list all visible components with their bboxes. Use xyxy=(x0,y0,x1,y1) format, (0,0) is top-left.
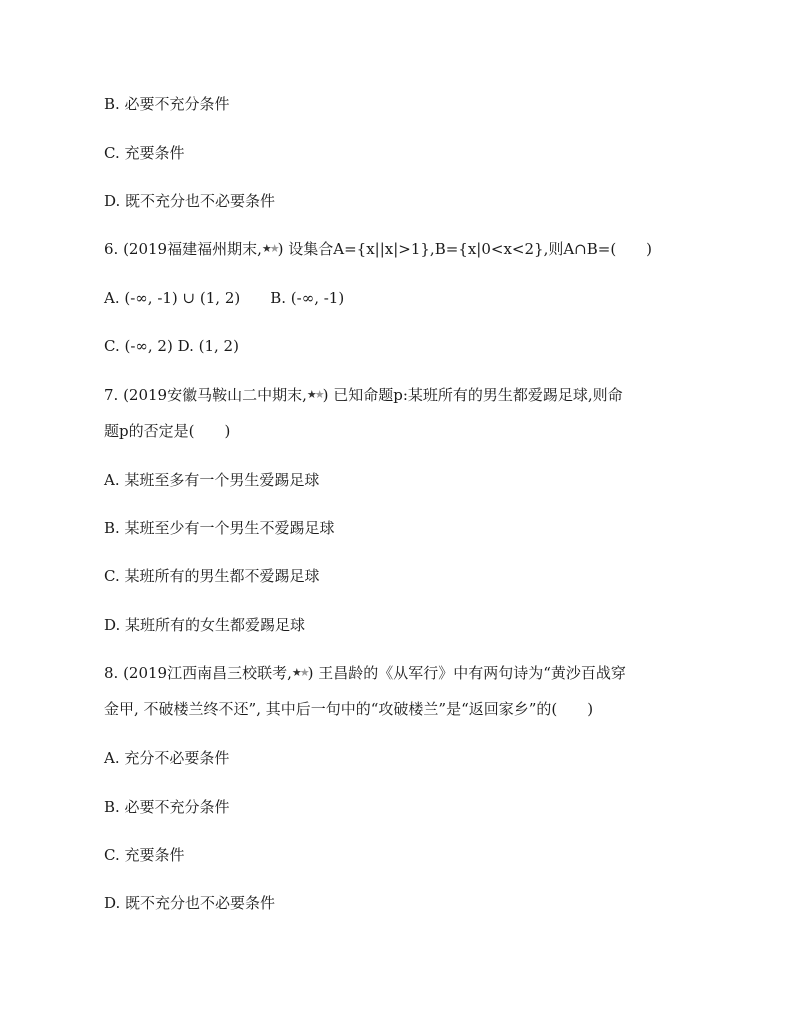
q8-option-d: D. 既不充分也不必要条件 xyxy=(104,894,276,912)
q7-option-b: B. 某班至少有一个男生不爱踢足球 xyxy=(104,519,335,537)
q7-option-a: A. 某班至多有一个男生爱踢足球 xyxy=(104,471,320,489)
star-difficulty-icon: ★★ xyxy=(291,666,308,679)
q7-stem-line1 xyxy=(104,385,623,405)
q6-options-ab: A. (-∞, -1) ∪ (1, 2) B. (-∞, -1) xyxy=(104,289,345,307)
q6-stem xyxy=(104,239,652,259)
q8-option-a: A. 充分不必要条件 xyxy=(104,749,230,767)
q7-option-d: D. 某班所有的女生都爱踢足球 xyxy=(104,616,306,634)
q6-options-cd: C. (-∞, 2) D. (1, 2) xyxy=(104,337,239,355)
star-difficulty-icon: ★★ xyxy=(261,242,278,255)
star-difficulty-icon: ★★ xyxy=(306,388,323,401)
q8-stem-line2: 金甲, 不破楼兰终不还”, 其中后一句中的“攻破楼兰”是“返回家乡”的( ) xyxy=(104,700,594,718)
q7-stem-source: 7. (2019安徽马鞍山二中期末, xyxy=(104,386,307,404)
q7-option-c: C. 某班所有的男生都不爱踢足球 xyxy=(104,567,320,585)
q8-stem-source: 8. (2019江西南昌三校联考, xyxy=(104,664,292,682)
q7-stem-line2: 题p的否定是( ) xyxy=(104,422,231,440)
q5-option-b: B. 必要不充分条件 xyxy=(104,95,230,113)
q6-stem-source: 6. (2019福建福州期末, xyxy=(104,240,262,258)
q7-stem-text: ) 已知命题p:某班所有的男生都爱踢足球,则命 xyxy=(322,386,623,404)
q8-stem-text: ) 王昌龄的《从军行》中有两句诗为“黄沙百战穿 xyxy=(307,664,626,682)
q6-stem-text: ) 设集合A={x||x|>1},B={x|0<x<2},则A∩B=( ) xyxy=(277,240,653,258)
q8-option-b: B. 必要不充分条件 xyxy=(104,798,230,816)
q5-option-c: C. 充要条件 xyxy=(104,144,185,162)
q8-option-c: C. 充要条件 xyxy=(104,846,185,864)
q8-stem-line1 xyxy=(104,663,626,683)
q5-option-d: D. 既不充分也不必要条件 xyxy=(104,192,276,210)
